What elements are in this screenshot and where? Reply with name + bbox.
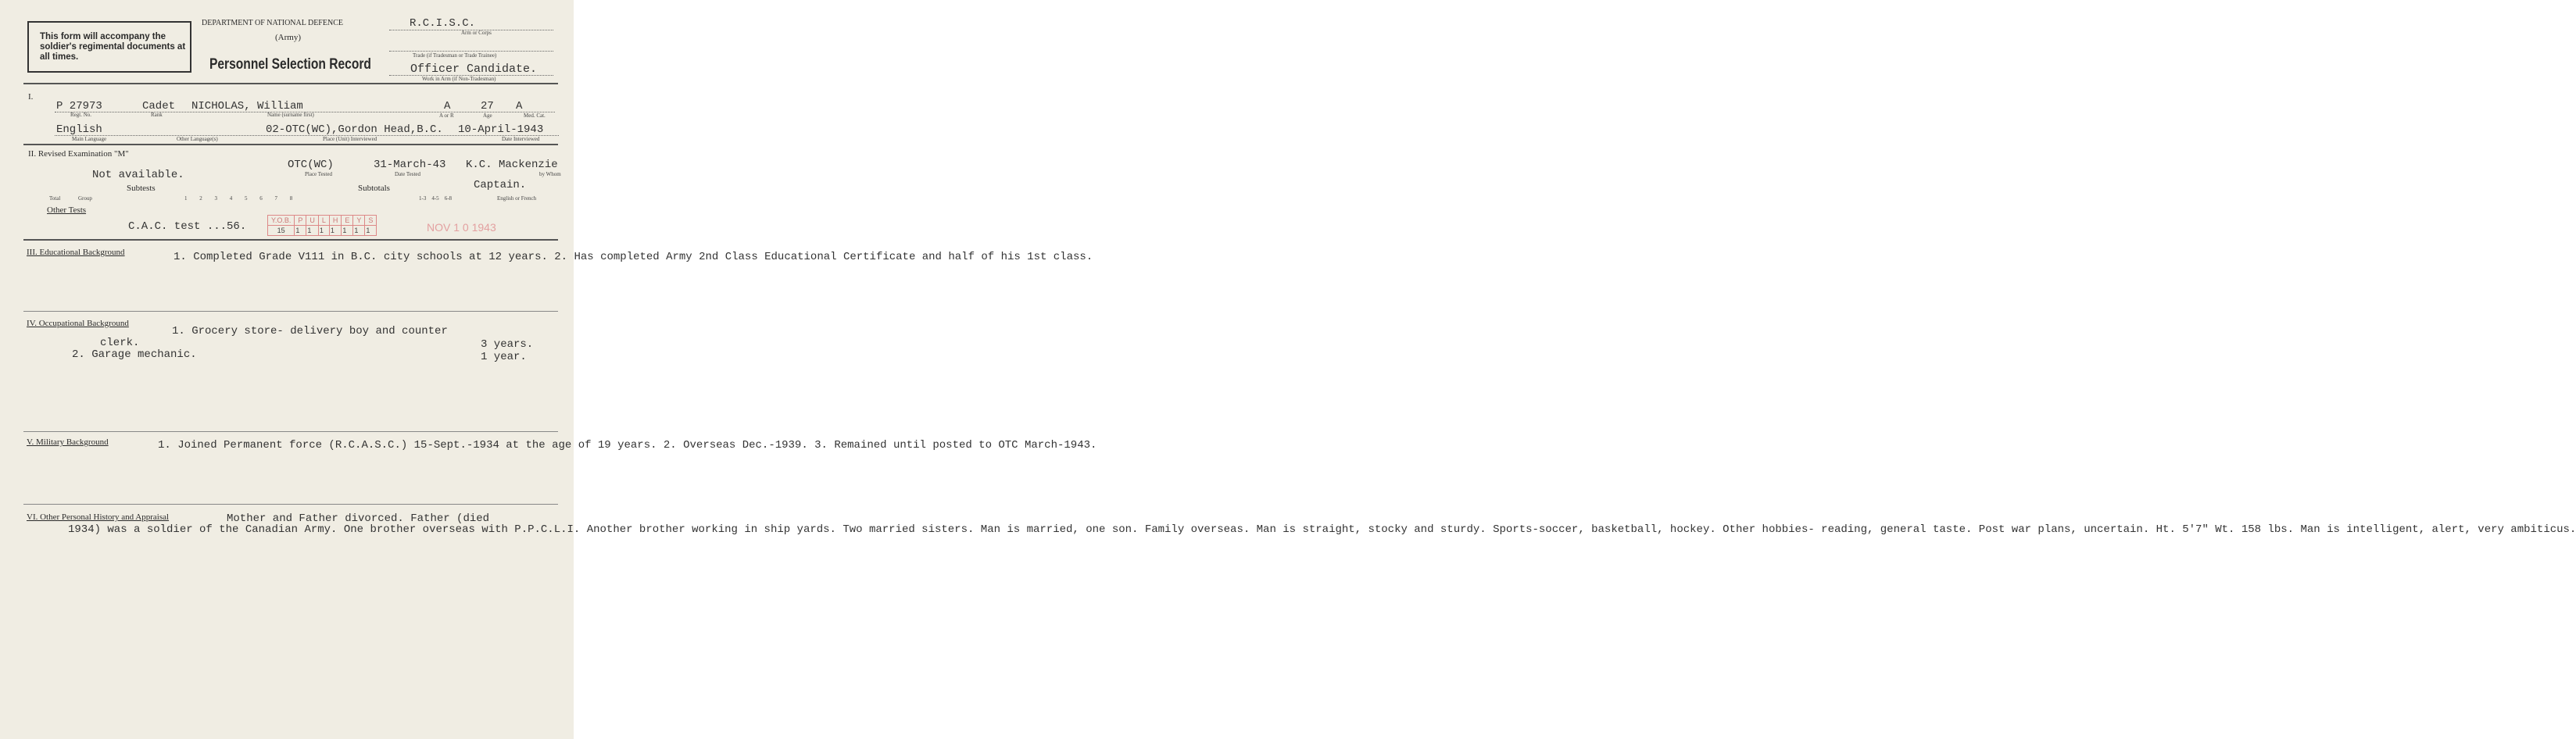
label: Group bbox=[78, 195, 92, 202]
section-title: V. Military Background bbox=[27, 437, 109, 447]
section-title: II. Revised Examination "M" bbox=[28, 149, 129, 159]
duration: 3 years. bbox=[481, 338, 534, 351]
a-or-r: A bbox=[444, 100, 451, 112]
section-title: IV. Occupational Background bbox=[27, 319, 129, 328]
history-first-line: Mother and Father divorced. Father (died bbox=[227, 512, 490, 525]
label: Name (surname first) bbox=[267, 112, 314, 118]
date-tested: 31-March-43 bbox=[374, 159, 446, 171]
rank: Cadet bbox=[142, 100, 176, 112]
educational-text: 1. Completed Grade V111 in B.C. city schools at 12 years. 2. Has completed Army 2nd Class Educational Certificate and half of his 1st class. bbox=[174, 251, 1093, 263]
not-available: Not available. bbox=[92, 169, 184, 181]
place-tested: OTC(WC) bbox=[288, 159, 334, 171]
subtest-numbers: 1 2 3 4 5 6 7 8 bbox=[184, 195, 293, 202]
label: Age bbox=[483, 112, 492, 119]
label: Date Interviewed bbox=[502, 136, 540, 142]
military-text: 1. Joined Permanent force (R.C.A.S.C.) 15-Sept.-1934 at the age of 19 years. 2. Overseas Dec.-1939. 3. Remained until posted to OTC March-1943. bbox=[158, 439, 1097, 452]
occupation-line: 2. Garage mechanic. bbox=[72, 348, 197, 361]
label: Date Tested bbox=[395, 171, 421, 177]
age: 27 bbox=[481, 100, 494, 112]
cac-test: C.A.C. test ...56. bbox=[128, 220, 247, 233]
med-cat: A bbox=[516, 100, 523, 112]
army: (Army) bbox=[275, 33, 301, 42]
label: Med. Cat. bbox=[524, 112, 546, 119]
label: Rank bbox=[151, 112, 163, 118]
duration: 1 year. bbox=[481, 351, 527, 363]
label: Place (Unit) Interviewed bbox=[323, 136, 377, 142]
soldier-name: NICHOLAS, William bbox=[191, 100, 303, 112]
department: DEPARTMENT OF NATIONAL DEFENCE bbox=[202, 19, 343, 27]
regt-no: P 27973 bbox=[56, 100, 102, 112]
page-title: Personnel Selection Record bbox=[209, 56, 371, 73]
history-text: 1934) was a soldier of the Canadian Army. One brother overseas with P.P.C.L.I. Another brother working in ship yards. Two married sisters. Man is married, one son. Family overseas. Man is straight, stocky and sturdy. Sports-soccer, basketball, hockey. Other hobbies- reading, general taste. Post war plans, uncertain. Ht. 5'7" Wt. 158 lbs. Man is intelligent, alert, very ambiticus. bbox=[68, 523, 2576, 536]
subtotal-labels: 1-3 4-5 6-8 bbox=[419, 195, 453, 202]
occupation-line: clerk. bbox=[100, 337, 140, 349]
pulhems-stamp: Y.O.B. P U L H E Y S 15 1 1 1 1 1 1 1 bbox=[267, 215, 377, 236]
section-title: III. Educational Background bbox=[27, 248, 125, 257]
label: English or French bbox=[497, 195, 537, 202]
section-number: I. bbox=[28, 92, 34, 102]
section-title: VI. Other Personal History and Appraisal bbox=[27, 512, 170, 522]
date-stamp: NOV 1 0 1943 bbox=[427, 221, 496, 234]
label: Work in Arm (if Non-Tradesman) bbox=[422, 76, 496, 82]
label: Arm or Corps bbox=[461, 30, 492, 36]
examiner-rank: Captain. bbox=[474, 179, 527, 191]
label: Regt. No. bbox=[70, 112, 92, 118]
notice-box: This form will accompany the soldier's regimental documents at all times. bbox=[27, 21, 191, 73]
label: A or R bbox=[439, 112, 454, 119]
label: Main Language bbox=[72, 136, 107, 142]
work-in-arm: Officer Candidate. bbox=[410, 62, 538, 76]
subtotals-label: Subtotals bbox=[358, 184, 390, 193]
label: Other Language(s) bbox=[177, 136, 218, 142]
arm-corps: R.C.I.S.C. bbox=[410, 17, 476, 30]
label: Trade (if Tradesman or Trade Trainee) bbox=[413, 52, 497, 59]
label: Total bbox=[49, 195, 61, 202]
label: by Whom bbox=[539, 171, 561, 177]
occupation-line: 1. Grocery store- delivery boy and counter bbox=[172, 325, 448, 337]
examiner: K.C. Mackenzie bbox=[466, 159, 558, 171]
label: Place Tested bbox=[305, 171, 332, 177]
subtests-label: Subtests bbox=[127, 184, 156, 193]
main-language: English bbox=[56, 123, 102, 136]
place-interviewed: 02-OTC(WC),Gordon Head,B.C. bbox=[266, 123, 443, 136]
other-tests-label: Other Tests bbox=[47, 205, 87, 215]
date-interviewed: 10-April-1943 bbox=[458, 123, 544, 136]
